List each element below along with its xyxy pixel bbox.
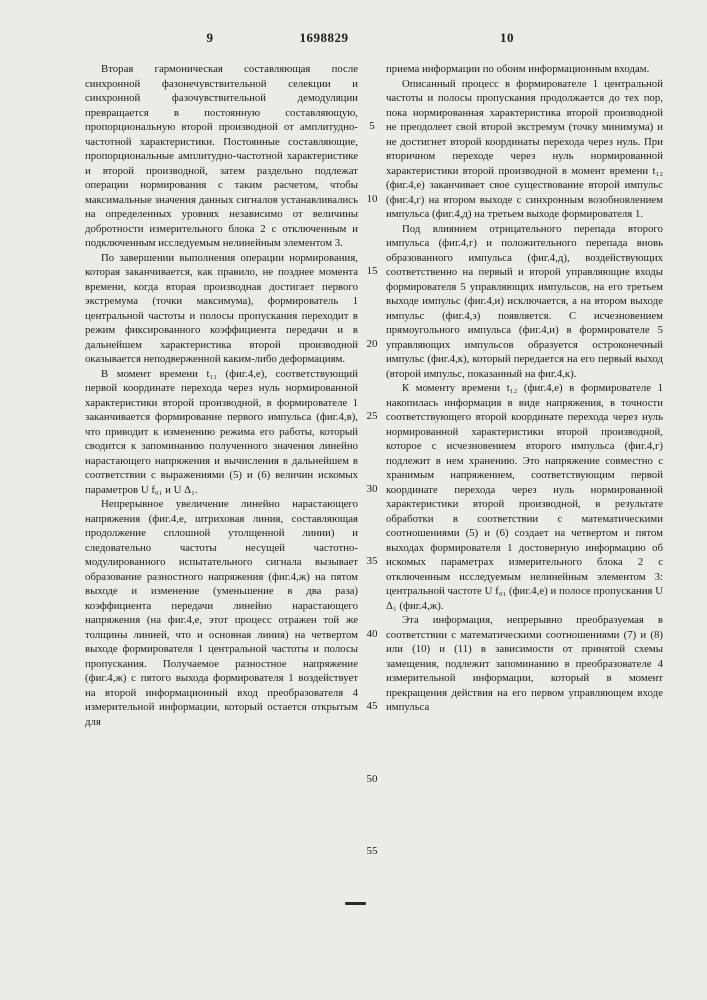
line-number: 10 [366,192,378,205]
column-number-left: 9 [206,30,214,45]
paragraph: Непрерывное увеличение линейно нарастающего напряжения (фиг.4,е, штриховая линия, составляющая продолжение сплошной утолщенной линии) и следовательно частоты несущей частотно-модулированного испытательного сигнала вызывает образование разностного напряжения (фиг.4,ж) на пятом выходе и изменение (уменьшение в два раза) коэффициента передачи линейно нарастающего напряжения (на фиг.4,е, этот процесс отражен той же толщины линией, что и основная линия) на четвертом выходе формирователя 1 центральной частоты и полосы пропускания. Получаемое разностное напряжение (фиг.4,ж) с пятого выхода формирователя 1 воздействует на второй информационный вход преобразователя 4 измерительной информации, который остается открытым для [85,498,358,728]
line-number: 55 [366,845,378,857]
line-number-gutter [358,62,386,877]
line-number: 50 [366,772,378,785]
paragraph: Под влиянием отрицательного перепада второго импульса (фиг.4,г) и положительного перепада вновь образованного импульса (фиг.4,д), воздействующих соответственно на первый и второй управляющие входы формирователя 5 управляющих импульсов, на его третьем выходе импульс (фиг.4,и) исключается, а на втором выходе импульс (фиг.4,з) появляется. С исчезновением прямоугольного импульса (фиг.4,и) в формирователе 5 управляющих импульсов образуется остроконечный импульс (фиг.4,к), который передается на его первый выход (второй импульс, показанный на фиг.4,к). [386,222,663,380]
column-number-right: 10 [500,30,514,45]
paragraph: Эта информация, непрерывно преобразуемая в соответствии с математическими соотношениями (7) и (8) или (10) и (11) в зависимости от принятой схемы замещения, подлежит запоминанию в преобразователе 4 измерительной информации, который в момент прекращения действия на его первом управляющем входе импульса [386,614,663,713]
line-number: 45 [366,700,378,712]
line-number: 20 [366,337,378,350]
paragraph: В момент времени t₁₁ (фиг.4,е), соответствующий первой координате перехода через нуль нормированной характеристики второй производной, в формирователе 1 заканчивается формирование первого импульса (фиг.4,в), что приводит к изменению режима его работы, который сводится к запоминанию полученного значения линейно нарастающего напряжения и вычисления в дальнейшем в соответствии с выражениями (5) и (6) величин искомых параметров U f₀₁ и U Δ₁. [85,367,358,496]
text-column-left [85,62,358,729]
paragraph: Описанный процесс в формирователе 1 центральной частоты и полосы пропускания продолжается до тех пор, пока нормированная характеристика второй производной не преодолеет свой второй экстремум (точку минимума) и не достигнет второй координаты перехода через нуль. При вторичном переходе через нуль нормированной характеристики второй производной в момент времени t₁₂ (фиг.4,е) заканчивает свое существование второй импульс (фиг.4,г) на втором выходе с синхронным возобновлением импульса (фиг.4,д) на третьем выходе формирователя 1. [386,77,663,220]
scan-artifact-dash [345,902,366,905]
paragraph: К моменту времени t₁₂ (фиг.4,е) в формирователе 1 накопилась информация в виде напряжения, в точности соответствующего второй координате перехода через нуль нормированной характеристики второй производной, которое с исчезновением второго импульса (фиг.4,г) подлежит в нем хранению. Это напряжение совместно с хранимым напряжением, соответствующим первой координате перехода через нуль нормированной характеристики второй производной, в результате обработки в соответствии с математическими соотношениями (5) и (6) создает на четвертом и пятом выходах формирователя 1 достоверную информацию об искомых параметрах измерительного блока 2 с отключенным исследуемым нелинейным элементом 3: центральной частоте U f₀₁ (фиг.4,е) и полосе пропускания U Δ₁ (фиг.4,ж). [386,382,663,612]
paragraph: По завершении выполнения операции нормирования, которая заканчивается, как правило, не позднее момента времени, когда вторая производная достигает первого экстремума (точки максимума), формирователь 1 центральной частоты и полосы пропускания переходит в режим фиксированного коэффициента передачи и в дальнейшем характеристика второй производной оказывается неподверженной каким-либо деформациям. [85,251,358,365]
line-number: 5 [369,120,375,132]
line-number: 40 [366,627,378,640]
patent-number: 1698829 [299,30,349,45]
paragraph: Вторая гармоническая составляющая после синхронной фазонечувствительной селекции и синхронной фазочувствительной демодуляции превращается в постоянную составляющую, пропорциональную второй производной от амплитудно-частотной характеристики. Постоянные составляющие, пропорциональные амплитудно-частотной характеристике и второй производной, затем раздельно подлежат операции нормирования с таким расчетом, чтобы максимальные значения данных сигналов устанавливались на определенных уровнях независимо от величины добротности измерительного блока 2 с отключенным и подключенным исследуемым нелинейным элементом 3. [85,63,358,249]
text-column-right [386,62,663,715]
line-number: 35 [366,555,378,567]
line-number: 25 [366,410,378,422]
line-number: 15 [366,265,378,277]
paragraph: приема информации по обоим информационным входам. [386,63,650,75]
line-number: 30 [366,482,378,495]
